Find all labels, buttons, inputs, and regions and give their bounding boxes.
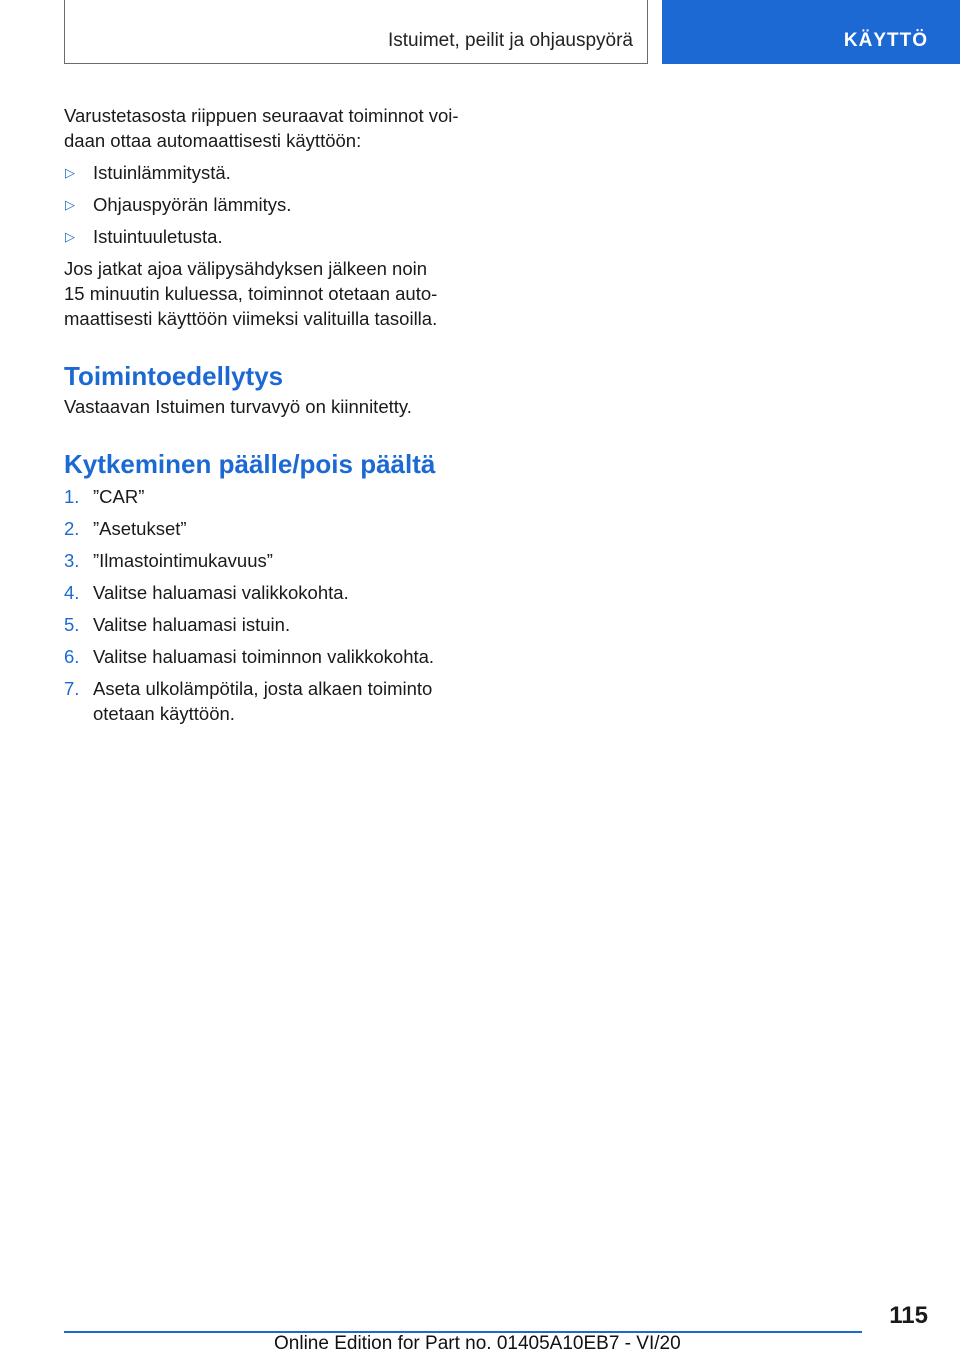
step-number: 3. <box>64 550 80 571</box>
continuation-line-3: maattisesti käyttöön viimeksi valituilla tasoilla. <box>64 308 438 329</box>
continuation-paragraph <box>64 256 484 331</box>
feature-list <box>64 160 484 249</box>
triangle-bullet-icon: ▷ <box>65 165 75 180</box>
step-number: 1. <box>64 486 80 507</box>
step-text: ”Ilmastointimukavuus” <box>93 550 273 571</box>
page-content <box>64 103 484 726</box>
switching-heading: Kytkeminen päälle/pois päältä <box>64 449 436 479</box>
list-item <box>64 192 484 217</box>
step-item <box>64 644 484 669</box>
chapter-title: Istuimet, peilit ja ohjauspyörä <box>387 30 633 51</box>
section-title: KÄYTTÖ <box>843 30 928 51</box>
header-section-tab[interactable] <box>662 0 960 64</box>
page-number: 115 <box>889 1302 928 1329</box>
step-text: ”CAR” <box>93 486 145 507</box>
triangle-bullet-icon: ▷ <box>65 229 75 244</box>
step-text: Valitse haluamasi istuin. <box>93 614 291 635</box>
step-text: ”Asetukset” <box>93 518 187 539</box>
header-chapter-box <box>64 0 648 64</box>
continuation-line-1: Jos jatkat ajoa välipysähdyksen jälkeen noin <box>64 258 428 279</box>
step-number: 2. <box>64 518 80 539</box>
intro-line-2: daan ottaa automaattisesti käyttöön: <box>64 130 362 151</box>
step-item <box>64 612 484 637</box>
step-list <box>64 484 484 726</box>
step-text: Valitse haluamasi valikkokohta. <box>93 582 349 603</box>
step-number: 4. <box>64 582 80 603</box>
footer-edition: Online Edition for Part no. 01405A10EB7 - VI/20 <box>274 1333 681 1354</box>
list-item-text: Istuinlämmitystä. <box>93 162 231 183</box>
triangle-bullet-icon: ▷ <box>65 197 75 212</box>
step-item <box>64 676 484 726</box>
step-text: Valitse haluamasi toiminnon valikkokohta. <box>93 646 435 667</box>
step-number: 7. <box>64 678 80 699</box>
list-item-text: Istuintuuletusta. <box>93 226 223 247</box>
list-item <box>64 160 484 185</box>
step-item <box>64 516 484 541</box>
intro-line-1: Varustetasosta riippuen seuraavat toiminnot voi- <box>64 105 459 126</box>
step-item <box>64 484 484 509</box>
continuation-line-2: 15 minuutin kuluessa, toiminnot otetaan auto- <box>64 283 438 304</box>
list-item <box>64 224 484 249</box>
list-item-text: Ohjauspyörän lämmitys. <box>93 194 292 215</box>
prerequisite-heading: Toimintoedellytys <box>64 361 284 391</box>
prerequisite-text: Vastaavan Istuimen turvavyö on kiinnitetty. <box>64 396 412 417</box>
step-number: 5. <box>64 614 80 635</box>
step-text: Aseta ulkolämpötila, josta alkaen toiminto <box>93 678 433 699</box>
intro-paragraph <box>64 103 484 153</box>
step-number: 6. <box>64 646 80 667</box>
step-text-continuation: otetaan käyttöön. <box>93 703 235 724</box>
step-item <box>64 580 484 605</box>
step-item <box>64 548 484 573</box>
